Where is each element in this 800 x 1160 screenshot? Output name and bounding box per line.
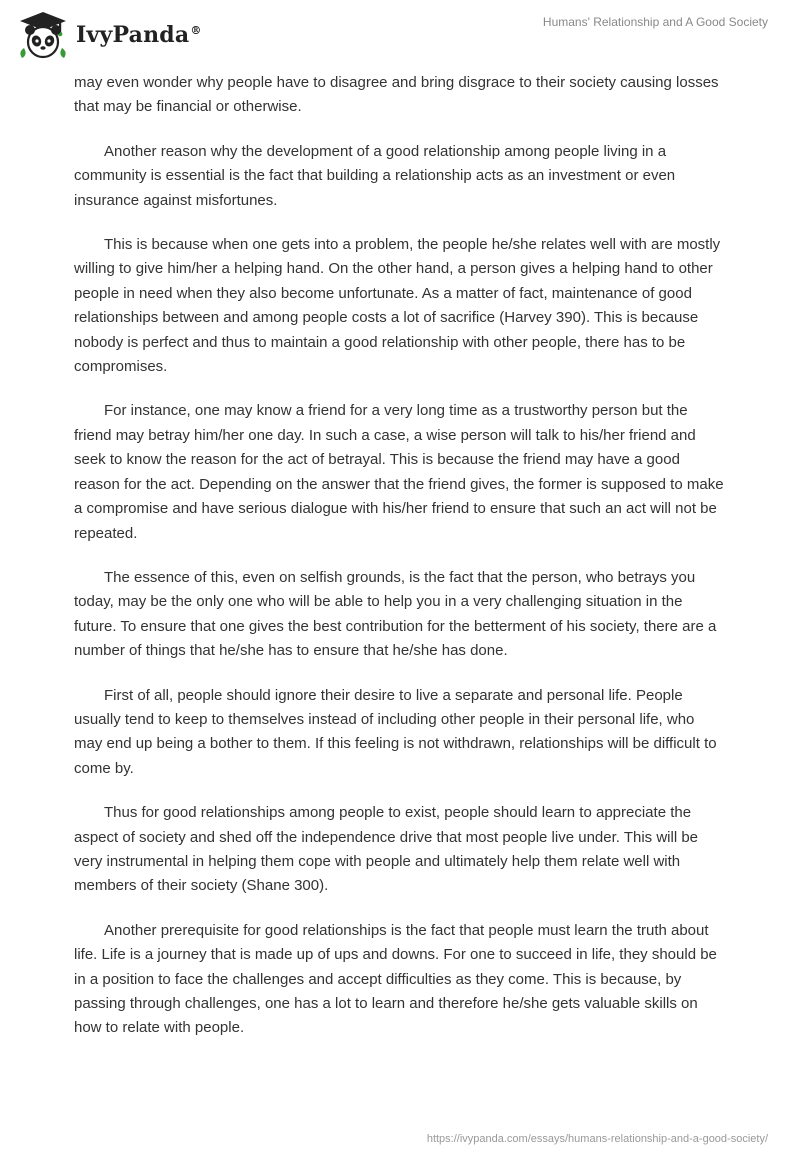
essay-paragraph: Another reason why the development of a good relationship among people living in a community is essential is the fact that building a relationship acts as an investment or even insurance against misfortunes. <box>74 142 676 209</box>
page-header <box>0 0 800 70</box>
brand-logo[interactable] <box>16 8 202 62</box>
essay-paragraph: The essence of this, even on selfish grounds, is the fact that the person, who betrays you today, may be the only one who will be able to help you in a very challenging situation in the future. To ensure that one gives the best contribution for the betterment of his society, there are a number of things that he/she has to ensure that he/she has done. <box>74 568 717 660</box>
essay-paragraph: Another prerequisite for good relationships is the fact that people must learn the truth about life. Life is a journey that is made up of ups and downs. For one to succeed in life, they should be in a position to face the challenges and accept difficulties as they come. This is because, by passing through challenges, one has a lot to learn and therefore he/she gets valuable skills on how to relate with people. <box>74 921 717 1037</box>
essay-paragraph: may even wonder why people have to disagree and bring disgrace to their society causing losses that may be financial or otherwise. <box>74 74 719 116</box>
brand-name: IvyPanda® <box>76 22 202 48</box>
essay-paragraph: Thus for good relationships among people to exist, people should learn to appreciate the aspect of society and shed off the independence drive that most people live under. This will be very instrumental in helping them cope with people and ultimately help them relate well with members of their society (Shane 300). <box>74 804 699 895</box>
essay-paragraph: For instance, one may know a friend for a very long time as a trustworthy person but the friend may betray him/her one day. In such a case, a wise person will talk to his/her friend and seek to know the reason for the act of betrayal. This is because the friend may have a good reason for the act. Depending on the answer that the friend gives, the former is supposed to make a compromise and have serious dialogue with his/her friend to ensure that such an act will not be repeated. <box>74 402 724 542</box>
essay-body <box>74 71 724 1061</box>
essay-paragraph: This is because when one gets into a problem, the people he/she relates well with are mostly willing to give him/her a helping hand. On the other hand, a person gives a helping hand to other people in need when they also become unfortunate. As a matter of fact, maintenance of good relationships between and among people costs a lot of sacrifice (Harvey 390). This is because nobody is perfect and thus to maintain a good relationship with other people, there has to be compromises. <box>74 236 721 376</box>
source-url[interactable]: https://ivypanda.com/essays/humans-relationship-and-a-good-society/ <box>426 1133 768 1145</box>
panda-graduation-cap-icon <box>16 8 70 62</box>
essay-paragraph: First of all, people should ignore their desire to live a separate and personal life. People usually tend to keep to themselves instead of including other people in their personal life, who may end up being a bother to them. If this feeling is not withdrawn, relationships will be difficult to come by. <box>74 686 717 777</box>
document-title: Humans' Relationship and A Good Society <box>542 15 768 29</box>
brand-registered-mark: ® <box>190 23 202 37</box>
